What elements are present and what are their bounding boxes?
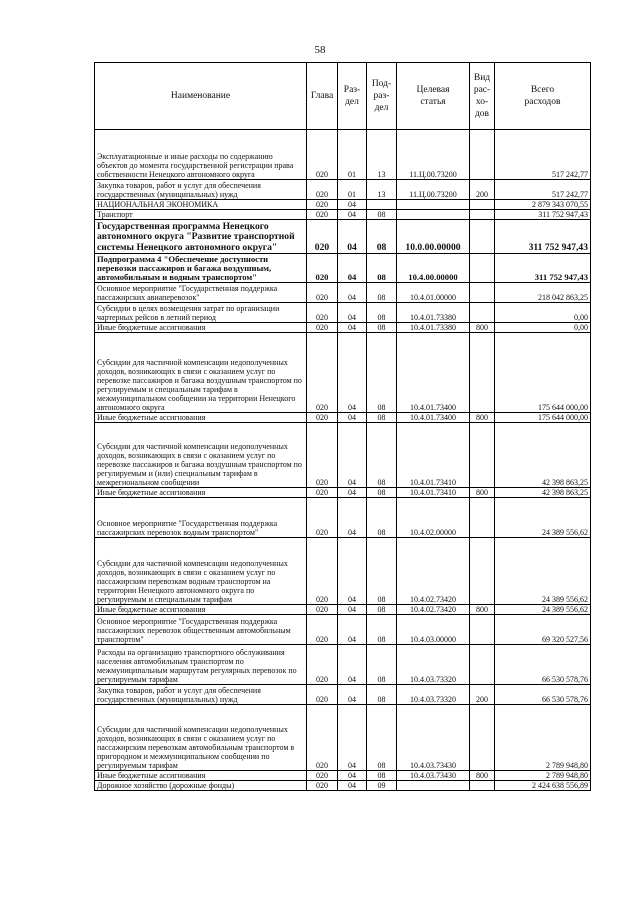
cell-vid-rashodov: 800 xyxy=(470,413,495,423)
cell-razdel: 01 xyxy=(338,130,367,180)
cell-vid-rashodov xyxy=(470,615,495,645)
cell-name: Дорожное хозяйство (дорожные фонды) xyxy=(95,781,307,791)
table-row xyxy=(95,200,591,210)
table-row xyxy=(95,423,591,488)
header-vsego-rashodov: Всего расходов xyxy=(495,63,591,130)
cell-vid-rashodov xyxy=(470,200,495,210)
cell-vsego-rashodov: 2 789 948,80 xyxy=(495,705,591,771)
cell-vid-rashodov xyxy=(470,303,495,323)
page-number: 58 xyxy=(314,44,326,56)
table-row xyxy=(95,413,591,423)
cell-vsego-rashodov: 24 389 556,62 xyxy=(495,605,591,615)
cell-glava: 020 xyxy=(307,488,338,498)
header-podrazdel: Под- раз- дел xyxy=(367,63,397,130)
cell-vsego-rashodov: 24 389 556,62 xyxy=(495,498,591,538)
cell-name: Субсидии в целях возмещения затрат по организации чартерных рейсов в летний период xyxy=(95,303,307,323)
cell-celevaya-statya: 11.Ц.00.73200 xyxy=(397,130,470,180)
cell-vsego-rashodov: 66 530 578,76 xyxy=(495,645,591,685)
cell-razdel: 04 xyxy=(338,333,367,413)
cell-razdel: 04 xyxy=(338,210,367,220)
table-row xyxy=(95,645,591,685)
cell-celevaya-statya: 10.4.01.00000 xyxy=(397,283,470,303)
cell-vsego-rashodov: 311 752 947,43 xyxy=(495,210,591,220)
cell-celevaya-statya: 10.4.00.00000 xyxy=(397,254,470,283)
cell-glava: 020 xyxy=(307,210,338,220)
cell-vid-rashodov: 800 xyxy=(470,605,495,615)
cell-name: Транспорт xyxy=(95,210,307,220)
cell-razdel: 04 xyxy=(338,488,367,498)
table-row xyxy=(95,333,591,413)
cell-glava: 020 xyxy=(307,498,338,538)
cell-vsego-rashodov: 69 320 527,56 xyxy=(495,615,591,645)
cell-vsego-rashodov: 311 752 947,43 xyxy=(495,254,591,283)
cell-vid-rashodov xyxy=(470,210,495,220)
cell-podrazdel: 08 xyxy=(367,413,397,423)
cell-vsego-rashodov: 42 398 863,25 xyxy=(495,423,591,488)
cell-vid-rashodov xyxy=(470,130,495,180)
cell-name: Субсидии для частичной компенсации недополученных доходов, возникающих в связи с оказанием услуг по перевозке пассажиров и багажа воздушным транспортом по регулируемым и специальным тарифам в межмуниципальном сообщении на территории Ненецкого автономного округа xyxy=(95,333,307,413)
cell-name: Эксплуатационные и иные расходы по содержанию объектов до момента государственной регистрации права собственности Ненецкого автономного округа xyxy=(95,130,307,180)
cell-vid-rashodov: 800 xyxy=(470,323,495,333)
cell-celevaya-statya: 10.4.01.73400 xyxy=(397,333,470,413)
cell-vid-rashodov xyxy=(470,254,495,283)
cell-name: Государственная программа Ненецкого автономного округа "Развитие транспортной системы Ненецкого автономного округа" xyxy=(95,220,307,254)
header-glava: Глава xyxy=(307,63,338,130)
budget-table xyxy=(94,62,591,791)
cell-razdel: 04 xyxy=(338,645,367,685)
cell-razdel: 01 xyxy=(338,180,367,200)
cell-podrazdel: 08 xyxy=(367,605,397,615)
cell-glava: 020 xyxy=(307,645,338,685)
cell-podrazdel: 08 xyxy=(367,498,397,538)
cell-podrazdel: 08 xyxy=(367,488,397,498)
cell-podrazdel: 08 xyxy=(367,538,397,605)
header-razdel: Раз- дел xyxy=(338,63,367,130)
cell-glava: 020 xyxy=(307,283,338,303)
cell-glava: 020 xyxy=(307,254,338,283)
cell-vid-rashodov xyxy=(470,283,495,303)
cell-name: НАЦИОНАЛЬНАЯ ЭКОНОМИКА xyxy=(95,200,307,210)
cell-celevaya-statya: 10.4.03.00000 xyxy=(397,615,470,645)
cell-name: Основное мероприятие "Государственная поддержка пассажирских перевозок общественным автомобильным транспортом" xyxy=(95,615,307,645)
table-row xyxy=(95,615,591,645)
cell-vid-rashodov xyxy=(470,333,495,413)
cell-glava: 020 xyxy=(307,130,338,180)
cell-podrazdel: 08 xyxy=(367,333,397,413)
cell-vid-rashodov: 800 xyxy=(470,488,495,498)
cell-vid-rashodov xyxy=(470,220,495,254)
table-row xyxy=(95,254,591,283)
table-row xyxy=(95,605,591,615)
cell-vsego-rashodov: 66 530 578,76 xyxy=(495,685,591,705)
cell-razdel: 04 xyxy=(338,303,367,323)
table-row xyxy=(95,498,591,538)
cell-glava: 020 xyxy=(307,423,338,488)
cell-glava: 020 xyxy=(307,323,338,333)
cell-celevaya-statya: 10.4.01.73410 xyxy=(397,488,470,498)
cell-razdel: 04 xyxy=(338,423,367,488)
cell-vsego-rashodov: 24 389 556,62 xyxy=(495,538,591,605)
cell-podrazdel: 09 xyxy=(367,781,397,791)
cell-celevaya-statya: 10.4.01.73380 xyxy=(397,323,470,333)
cell-podrazdel: 08 xyxy=(367,220,397,254)
table-row xyxy=(95,210,591,220)
cell-glava: 020 xyxy=(307,781,338,791)
table-row xyxy=(95,685,591,705)
cell-vsego-rashodov: 311 752 947,43 xyxy=(495,220,591,254)
cell-razdel: 04 xyxy=(338,413,367,423)
cell-vid-rashodov xyxy=(470,781,495,791)
cell-podrazdel: 13 xyxy=(367,180,397,200)
cell-podrazdel: 08 xyxy=(367,210,397,220)
cell-vsego-rashodov: 2 879 343 070,55 xyxy=(495,200,591,210)
cell-glava: 020 xyxy=(307,538,338,605)
cell-podrazdel xyxy=(367,200,397,210)
cell-vid-rashodov: 200 xyxy=(470,180,495,200)
cell-razdel: 04 xyxy=(338,705,367,771)
table-row xyxy=(95,771,591,781)
cell-glava: 020 xyxy=(307,200,338,210)
cell-podrazdel: 08 xyxy=(367,254,397,283)
cell-podrazdel: 08 xyxy=(367,705,397,771)
cell-podrazdel: 08 xyxy=(367,423,397,488)
cell-name: Иные бюджетные ассигнования xyxy=(95,323,307,333)
cell-vid-rashodov: 800 xyxy=(470,771,495,781)
cell-name: Основное мероприятие "Государственная поддержка пассажирских авиаперевозок" xyxy=(95,283,307,303)
cell-name: Иные бюджетные ассигнования xyxy=(95,488,307,498)
cell-podrazdel: 08 xyxy=(367,645,397,685)
cell-celevaya-statya: 10.4.01.73410 xyxy=(397,423,470,488)
cell-name: Закупка товаров, работ и услуг для обеспечения государственных (муниципальных) нужд xyxy=(95,685,307,705)
cell-podrazdel: 08 xyxy=(367,323,397,333)
cell-razdel: 04 xyxy=(338,323,367,333)
header-name: Наименование xyxy=(95,63,307,130)
cell-razdel: 04 xyxy=(338,220,367,254)
cell-razdel: 04 xyxy=(338,605,367,615)
table-row xyxy=(95,705,591,771)
cell-glava: 020 xyxy=(307,413,338,423)
cell-vsego-rashodov: 218 042 863,25 xyxy=(495,283,591,303)
table-row xyxy=(95,303,591,323)
cell-glava: 020 xyxy=(307,705,338,771)
table-row xyxy=(95,180,591,200)
cell-celevaya-statya: 11.Ц.00.73200 xyxy=(397,180,470,200)
cell-name: Подпрограмма 4 "Обеспечение доступности перевозки пассажиров и багажа воздушным, автомобильным и водным транспортом" xyxy=(95,254,307,283)
cell-name: Иные бюджетные ассигнования xyxy=(95,771,307,781)
cell-celevaya-statya: 10.4.03.73320 xyxy=(397,645,470,685)
cell-name: Иные бюджетные ассигнования xyxy=(95,413,307,423)
table-row xyxy=(95,488,591,498)
cell-podrazdel: 08 xyxy=(367,303,397,323)
cell-name: Субсидии для частичной компенсации недополученных доходов, возникающих в связи с оказанием услуг по перевозке пассажиров и багажа воздушным транспортом по регулируемым и (или) специальным тарифам в межрегиональном сообщении xyxy=(95,423,307,488)
cell-vsego-rashodov: 42 398 863,25 xyxy=(495,488,591,498)
cell-glava: 020 xyxy=(307,333,338,413)
cell-vid-rashodov xyxy=(470,705,495,771)
cell-vsego-rashodov: 517 242,77 xyxy=(495,130,591,180)
cell-glava: 020 xyxy=(307,220,338,254)
cell-podrazdel: 08 xyxy=(367,283,397,303)
cell-vid-rashodov xyxy=(470,538,495,605)
cell-glava: 020 xyxy=(307,685,338,705)
cell-vsego-rashodov: 175 644 000,00 xyxy=(495,413,591,423)
table-row xyxy=(95,781,591,791)
table-row xyxy=(95,130,591,180)
cell-razdel: 04 xyxy=(338,685,367,705)
cell-celevaya-statya: 10.4.02.00000 xyxy=(397,498,470,538)
cell-vsego-rashodov: 2 789 948,80 xyxy=(495,771,591,781)
table-header-row xyxy=(95,63,591,130)
cell-vid-rashodov xyxy=(470,498,495,538)
cell-name: Основное мероприятие "Государственная поддержка пассажирских перевозок водным транспортом" xyxy=(95,498,307,538)
cell-razdel: 04 xyxy=(338,615,367,645)
cell-celevaya-statya xyxy=(397,210,470,220)
cell-razdel: 04 xyxy=(338,771,367,781)
cell-glava: 020 xyxy=(307,771,338,781)
cell-celevaya-statya: 10.0.00.00000 xyxy=(397,220,470,254)
cell-celevaya-statya: 10.4.02.73420 xyxy=(397,605,470,615)
cell-glava: 020 xyxy=(307,180,338,200)
cell-razdel: 04 xyxy=(338,283,367,303)
cell-glava: 020 xyxy=(307,303,338,323)
cell-podrazdel: 08 xyxy=(367,685,397,705)
cell-celevaya-statya: 10.4.03.73320 xyxy=(397,685,470,705)
cell-razdel: 04 xyxy=(338,538,367,605)
cell-name: Расходы на организацию транспортного обслуживания населения автомобильным транспортом по межмуниципальным маршрутам регулярных перевозок по регулируемым тарифам xyxy=(95,645,307,685)
table-row xyxy=(95,323,591,333)
cell-glava: 020 xyxy=(307,605,338,615)
cell-vsego-rashodov: 0,00 xyxy=(495,303,591,323)
cell-celevaya-statya: 10.4.03.73430 xyxy=(397,705,470,771)
cell-name: Субсидии для частичной компенсации недополученных доходов, возникающих в связи с оказанием услуг по пассажирским перевозкам автомобильным транспортом в пригородном и межмуниципальном сообщении по регулируемым тарифам xyxy=(95,705,307,771)
cell-celevaya-statya: 10.4.01.73400 xyxy=(397,413,470,423)
cell-celevaya-statya xyxy=(397,781,470,791)
cell-podrazdel: 13 xyxy=(367,130,397,180)
header-vid-rashodov: Вид рас- хо- дов xyxy=(470,63,495,130)
cell-name: Иные бюджетные ассигнования xyxy=(95,605,307,615)
cell-celevaya-statya: 10.4.03.73430 xyxy=(397,771,470,781)
cell-vid-rashodov xyxy=(470,645,495,685)
cell-glava: 020 xyxy=(307,615,338,645)
table-row xyxy=(95,220,591,254)
cell-vid-rashodov: 200 xyxy=(470,685,495,705)
cell-razdel: 04 xyxy=(338,200,367,210)
cell-razdel: 04 xyxy=(338,254,367,283)
cell-vsego-rashodov: 2 424 638 556,89 xyxy=(495,781,591,791)
cell-vsego-rashodov: 517 242,77 xyxy=(495,180,591,200)
cell-celevaya-statya: 10.4.01.73380 xyxy=(397,303,470,323)
cell-vsego-rashodov: 0,00 xyxy=(495,323,591,333)
cell-celevaya-statya xyxy=(397,200,470,210)
table-row xyxy=(95,538,591,605)
cell-vid-rashodov xyxy=(470,423,495,488)
cell-podrazdel: 08 xyxy=(367,771,397,781)
cell-razdel: 04 xyxy=(338,781,367,791)
header-celevaya-statya: Целевая статья xyxy=(397,63,470,130)
cell-celevaya-statya: 10.4.02.73420 xyxy=(397,538,470,605)
cell-razdel: 04 xyxy=(338,498,367,538)
cell-name: Закупка товаров, работ и услуг для обеспечения государственных (муниципальных) нужд xyxy=(95,180,307,200)
cell-name: Субсидии для частичной компенсации недополученных доходов, возникающих в связи с оказанием услуг по пассажирским перевозкам водным транспортом на территории Ненецкого автономного округа по регулируемым и специальным тарифам xyxy=(95,538,307,605)
cell-vsego-rashodov: 175 644 000,00 xyxy=(495,333,591,413)
cell-podrazdel: 08 xyxy=(367,615,397,645)
table-row xyxy=(95,283,591,303)
